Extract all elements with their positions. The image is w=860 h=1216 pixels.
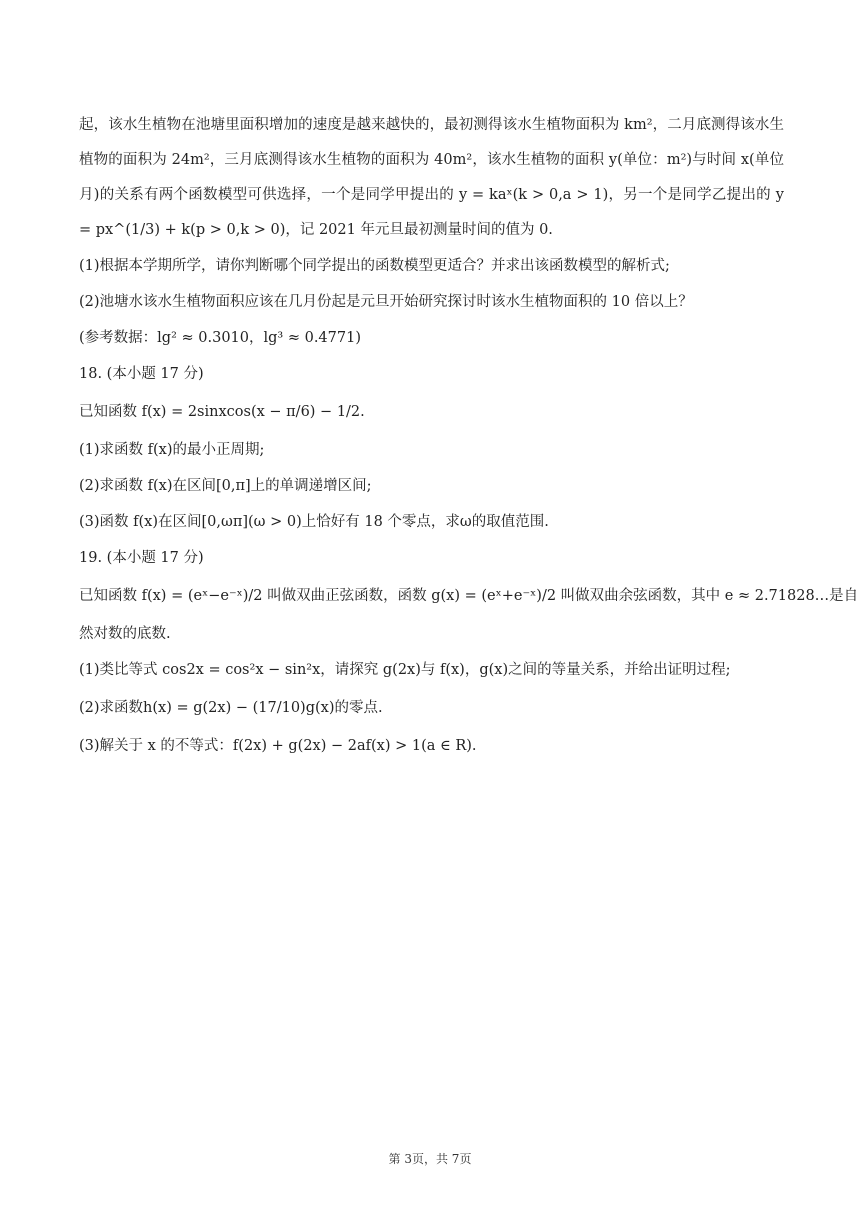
problem-18-header: 18. (本小题 17 分) [79, 366, 204, 382]
problem-17-text: 起，该水生植物在池塘里面积增加的速度是越来越快的，最初测得该水生植物面积为 km²，二月底测得该水生植物的面积为 24m²，三月底测得该水生植物的面积为 40m²，该水生植物的面积 y(单位：m²)与时间 x(单位月)的关系有两个函数模型可供选择，一个是同学甲提出的 y = kaˣ(k > 0,a > 1)，另一个是同学乙提出的 y = px^(1/3) + k(p > 0,k > 0)，记 2021 年元旦最初测量时间的值为 0. [79, 117, 784, 238]
page-content [79, 108, 859, 764]
problem-18-question-2: (2)求函数 f(x)在区间[0,π]上的单调递增区间; [79, 478, 372, 494]
problem-18-question-1: (1)求函数 f(x)的最小正周期; [79, 442, 265, 458]
problem-18-question-3: (3)函数 f(x)在区间[0,ωπ](ω > 0)上恰好有 18 个零点，求ω的取值范围. [79, 514, 549, 530]
problem-18-stem: 已知函数 f(x) = 2sinxcos(x − π/6) − 1/2. [79, 404, 365, 420]
problem-19-question-1: (1)类比等式 cos2x = cos²x − sin²x，请探究 g(2x)与 f(x)，g(x)之间的等量关系，并给出证明过程; [79, 662, 731, 678]
problem-19-stem-line-1: 已知函数 f(x) = (eˣ−e⁻ˣ)/2 叫做双曲正弦函数，函数 g(x) = (eˣ+e⁻ˣ)/2 叫做双曲余弦函数，其中 e ≈ 2.71828…是自 [79, 588, 859, 604]
problem-19-question-2: (2)求函数h(x) = g(2x) − (17/10)g(x)的零点. [79, 700, 383, 716]
problem-19-question-3: (3)解关于 x 的不等式：f(2x) + g(2x) − 2af(x) > 1(a ∈ R). [79, 738, 477, 754]
problem-17-question-2: (2)池塘水该水生植物面积应该在几月份起是元旦开始研究探讨时该水生植物面积的 10 倍以上？ [79, 294, 693, 310]
problem-19-header: 19. (本小题 17 分) [79, 550, 204, 566]
page-number-footer: 第 3页，共 7页 [388, 1152, 472, 1166]
problem-17-question-1: (1)根据本学期所学，请你判断哪个同学提出的函数模型更适合？并求出该函数模型的解析式; [79, 258, 670, 274]
problem-19-stem-line-2: 然对数的底数. [79, 626, 171, 642]
problem-17-reference-data: (参考数据：lg² ≈ 0.3010，lg³ ≈ 0.4771) [79, 330, 361, 346]
